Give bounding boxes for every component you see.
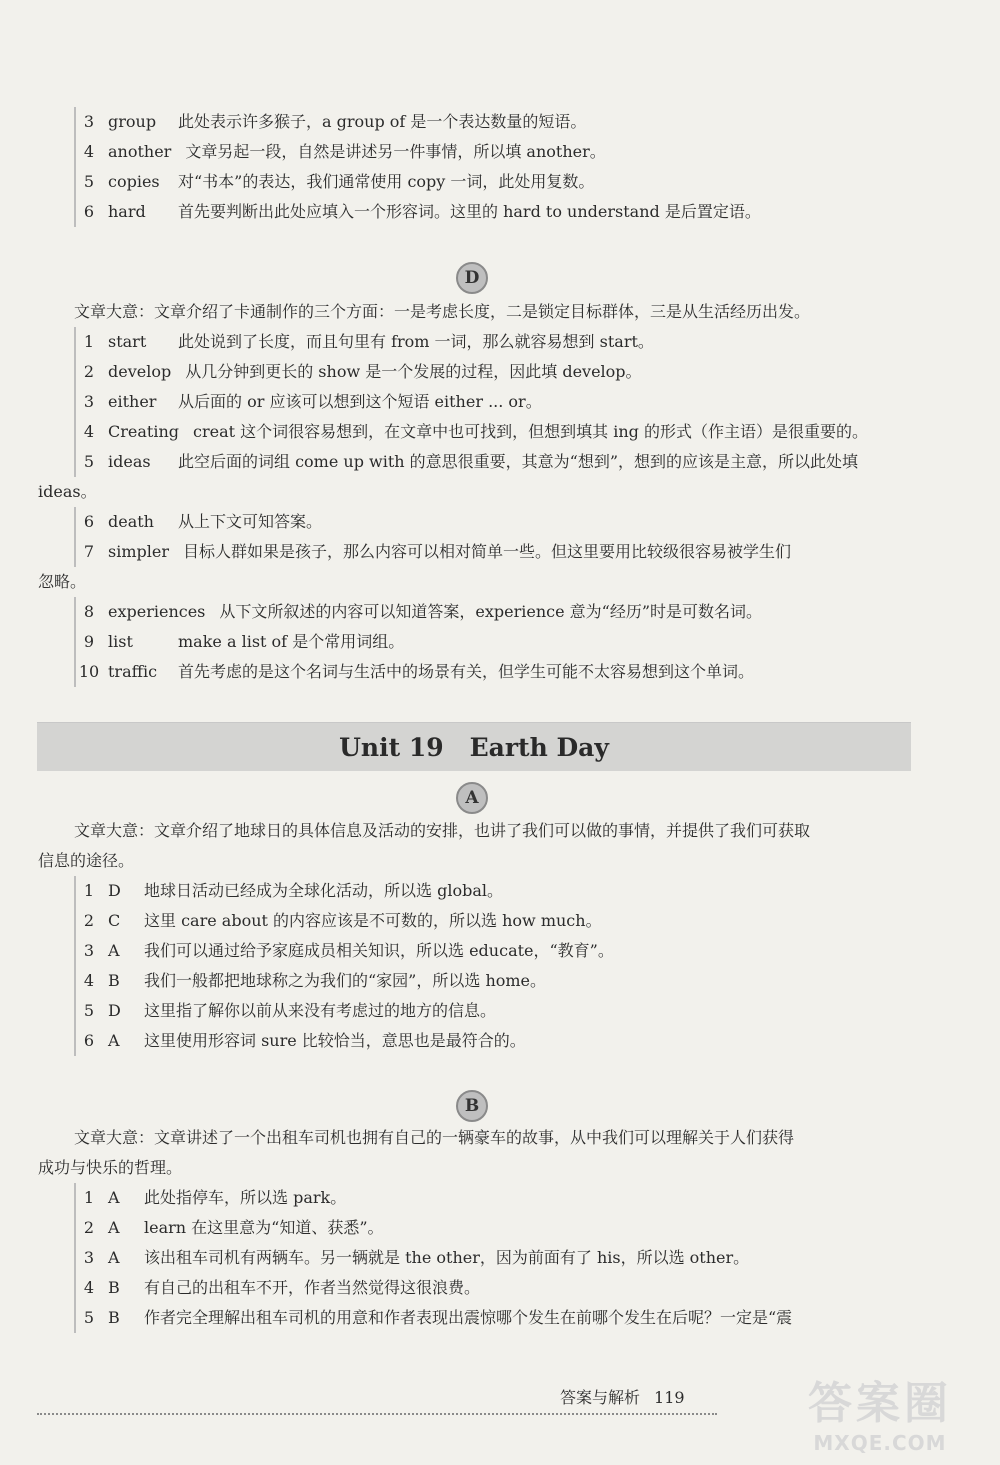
answer-row xyxy=(74,417,914,447)
item-number: 2 xyxy=(74,1213,102,1243)
item-explanation: 从上下文可知答案。 xyxy=(178,512,323,531)
answer-row xyxy=(74,327,914,357)
item-number: 3 xyxy=(74,387,102,417)
answer-row xyxy=(74,627,914,657)
answer-row xyxy=(74,966,914,996)
item-answer: copies xyxy=(108,172,160,191)
item-number: 4 xyxy=(74,137,102,167)
item-explanation: 从下文所叙述的内容可以知道答案，experience 意为“经历”时是可数名词。 xyxy=(219,602,763,621)
item-answer: Creating xyxy=(108,422,179,441)
item-number: 2 xyxy=(74,357,102,387)
unit-label: Unit 19 xyxy=(339,733,444,762)
item-answer: ideas xyxy=(108,452,151,471)
item-answer: another xyxy=(108,142,172,161)
item-number: 8 xyxy=(74,597,102,627)
item-explanation: 我们一般都把地球称之为我们的“家园”，所以选 home。 xyxy=(144,971,547,990)
item-explanation: creat 这个词很容易想到，在文章中也可找到，但想到填其 ing 的形式（作主语）是很重要的。 xyxy=(193,422,868,441)
answer-row xyxy=(74,1273,914,1303)
item-explanation: 从后面的 or 应该可以想到这个短语 either ... or。 xyxy=(178,392,542,411)
item-explanation-continuation: ideas。 xyxy=(38,482,97,501)
item-number: 5 xyxy=(74,167,102,197)
item-number: 10 xyxy=(74,657,102,687)
item-explanation: 此处指停车，所以选 park。 xyxy=(144,1188,347,1207)
answer-row xyxy=(74,936,914,966)
item-explanation: 有自己的出租车不开，作者当然觉得这很浪费。 xyxy=(144,1278,481,1297)
item-explanation: 文章另起一段，自然是讲述另一件事情，所以填 another。 xyxy=(185,142,606,161)
item-answer: death xyxy=(108,512,154,531)
page-footer xyxy=(560,1386,685,1410)
section-b-summary-line2: 成功与快乐的哲理。 xyxy=(38,1158,183,1177)
answer-row xyxy=(74,447,914,477)
item-answer: traffic xyxy=(108,662,158,681)
item-answer: experiences xyxy=(108,602,206,621)
item-explanation: 目标人群如果是孩子，那么内容可以相对简单一些。但这里要用比较级很容易被学生们 xyxy=(182,542,791,561)
section-b-summary-line1: 文章大意：文章讲述了一个出租车司机也拥有自己的一辆豪车的故事，从中我们可以理解关于人们获得 xyxy=(74,1128,795,1147)
item-answer: B xyxy=(108,1278,120,1297)
section-badge-a: A xyxy=(456,782,488,814)
item-explanation: learn 在这里意为“知道、获悉”。 xyxy=(144,1218,384,1237)
section-badge-d: D xyxy=(456,262,488,294)
section-d-summary: 文章大意：文章介绍了卡通制作的三个方面：一是考虑长度，二是锁定目标群体，三是从生活经历出发。 xyxy=(74,302,811,321)
section-a-items xyxy=(74,876,914,1056)
item-number: 3 xyxy=(74,107,102,137)
section-badge-b: B xyxy=(456,1090,488,1122)
item-answer: A xyxy=(108,1188,120,1207)
item-explanation: 首先要判断出此处应填入一个形容词。这里的 hard to understand 是后置定语。 xyxy=(178,202,761,221)
answer-row xyxy=(74,107,914,137)
item-number: 1 xyxy=(74,876,102,906)
item-answer: A xyxy=(108,1031,120,1050)
item-number: 6 xyxy=(74,507,102,537)
section-a-summary-line1: 文章大意：文章介绍了地球日的具体信息及活动的安排，也讲了我们可以做的事情，并提供了我们可获取 xyxy=(74,821,811,840)
item-number: 4 xyxy=(74,1273,102,1303)
footer-dotted-rule xyxy=(37,1413,717,1415)
item-number: 1 xyxy=(74,327,102,357)
item-number: 5 xyxy=(74,447,102,477)
item-answer: C xyxy=(108,911,121,930)
answer-row xyxy=(74,657,914,687)
item-explanation: 这里 care about 的内容应该是不可数的，所以选 how much。 xyxy=(144,911,602,930)
page-number: 119 xyxy=(654,1388,685,1407)
item-number: 6 xyxy=(74,1026,102,1056)
item-explanation: make a list of 是个常用词组。 xyxy=(178,632,405,651)
item-answer: D xyxy=(108,1001,121,1020)
item-answer: start xyxy=(108,332,147,351)
watermark-line2: MXQE.COM xyxy=(813,1431,947,1455)
watermark-logo xyxy=(770,1378,990,1463)
answer-row xyxy=(74,1026,914,1056)
item-answer: B xyxy=(108,1308,120,1327)
answer-row xyxy=(74,137,914,167)
section-b-items xyxy=(74,1183,914,1333)
answer-row xyxy=(74,1183,914,1213)
answer-row xyxy=(74,197,914,227)
answer-row xyxy=(74,906,914,936)
item-number: 6 xyxy=(74,197,102,227)
item-number: 2 xyxy=(74,906,102,936)
item-explanation: 从几分钟到更长的 show 是一个发展的过程，因此填 develop。 xyxy=(185,362,642,381)
item-answer: list xyxy=(108,632,133,651)
watermark-line1: 答案圈 xyxy=(808,1378,952,1429)
item-answer: either xyxy=(108,392,157,411)
footer-label: 答案与解析 xyxy=(560,1388,641,1407)
section-d xyxy=(38,297,914,687)
item-answer: develop xyxy=(108,362,172,381)
section-a-summary-line2: 信息的途径。 xyxy=(38,851,135,870)
item-answer: A xyxy=(108,1248,120,1267)
unit-title: Earth Day xyxy=(469,733,609,762)
item-number: 1 xyxy=(74,1183,102,1213)
answer-row xyxy=(74,167,914,197)
item-explanation: 这里指了解你以前从来没有考虑过的地方的信息。 xyxy=(144,1001,497,1020)
answer-row xyxy=(74,876,914,906)
item-explanation: 该出租车司机有两辆车。另一辆就是 the other，因为前面有了 his，所以选 other。 xyxy=(144,1248,750,1267)
answer-row xyxy=(74,1213,914,1243)
item-answer: A xyxy=(108,941,120,960)
section-d-items xyxy=(38,327,914,687)
item-number: 4 xyxy=(74,966,102,996)
item-number: 5 xyxy=(74,1303,102,1333)
item-answer: B xyxy=(108,971,120,990)
item-answer: hard xyxy=(108,202,146,221)
item-number: 4 xyxy=(74,417,102,447)
section-a xyxy=(38,816,914,1056)
item-explanation: 首先考虑的是这个名词与生活中的场景有关，但学生可能不太容易想到这个单词。 xyxy=(178,662,755,681)
item-explanation: 作者完全理解出租车司机的用意和作者表现出震惊哪个发生在前哪个发生在后呢？一定是“震 xyxy=(144,1308,793,1327)
item-explanation: 地球日活动已经成为全球化活动，所以选 global。 xyxy=(144,881,503,900)
item-number: 3 xyxy=(74,1243,102,1273)
item-answer: D xyxy=(108,881,121,900)
section-c-tail xyxy=(74,107,914,227)
answer-row xyxy=(74,507,914,537)
item-explanation: 我们可以通过给予家庭成员相关知识，所以选 educate，“教育”。 xyxy=(144,941,614,960)
item-explanation-continuation: 忽略。 xyxy=(38,572,87,591)
item-explanation: 此处说到了长度，而且句里有 from 一词，那么就容易想到 start。 xyxy=(178,332,654,351)
item-explanation: 此处表示许多猴子，a group of 是一个表达数量的短语。 xyxy=(178,112,587,131)
item-explanation: 此空后面的词组 come up with 的意思很重要，其意为“想到”，想到的应该是主意，所以此处填 xyxy=(178,452,859,471)
answer-row xyxy=(74,357,914,387)
answer-row xyxy=(74,1243,914,1273)
item-answer: A xyxy=(108,1218,120,1237)
answer-row xyxy=(74,1303,914,1333)
item-answer: group xyxy=(108,112,157,131)
item-number: 9 xyxy=(74,627,102,657)
item-explanation: 这里使用形容词 sure 比较恰当，意思也是最符合的。 xyxy=(144,1031,526,1050)
section-b xyxy=(38,1123,914,1333)
answer-row xyxy=(74,387,914,417)
answer-row xyxy=(74,996,914,1026)
item-answer: simpler xyxy=(108,542,169,561)
unit-title-bar xyxy=(37,722,911,771)
item-number: 7 xyxy=(74,537,102,567)
item-number: 5 xyxy=(74,996,102,1026)
item-explanation: 对“书本”的表达，我们通常使用 copy 一词，此处用复数。 xyxy=(178,172,595,191)
answer-row xyxy=(74,537,914,567)
answer-row xyxy=(74,597,914,627)
item-number: 3 xyxy=(74,936,102,966)
